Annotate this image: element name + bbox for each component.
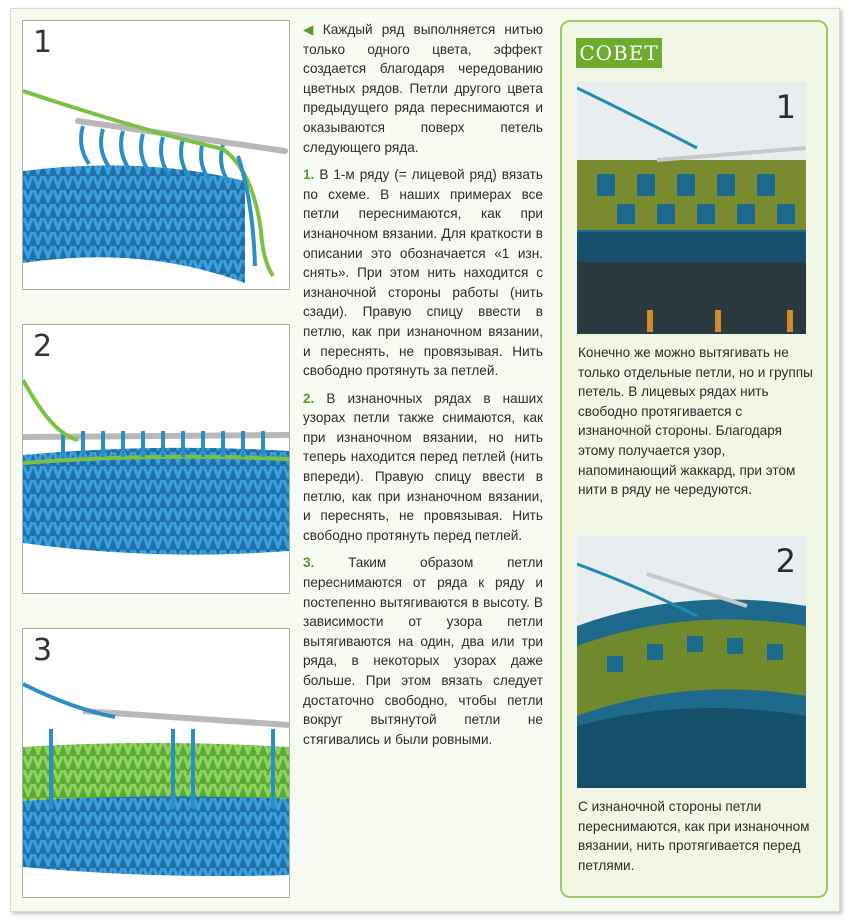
step-marker: 1. bbox=[303, 167, 315, 183]
photo-number: 2 bbox=[775, 542, 796, 580]
diagram-1 bbox=[22, 20, 290, 290]
step-text: В 1-м ряду (= лицевой ряд) вязать по схеме. В наших примерах все петли переснимаются, как при изнаночном вязании. Для краткости в описании это обозначается «1 изн. снять». При этом нить находится с изнаночной стороны работы (нить сзади). Правую спицу ввести в петлю, как при изнаночном вязании, и переснять, не провязывая. Нить свободно протянуть за петлей. bbox=[303, 167, 543, 379]
caption-text: Конечно же можно вытягивать не только отдельные петли, но и группы петель. В лицевых рядах нить свободно протягивается с изнаночной стороны. Благодаря этому получается узор, напоминающий жаккард, при этом нити в ряду не чередуются. bbox=[578, 345, 813, 498]
diagram-number: 3 bbox=[33, 633, 53, 668]
green-yarn bbox=[23, 380, 78, 440]
intro-text: Каждый ряд выполняется нитью только одного цвета, эффект создается благодаря чередованию цветных рядов. Петли другого цвета предыдущего ряда переснимаются и оказываются поверх петель следующего ряда. bbox=[303, 22, 543, 155]
step-marker: 2. bbox=[303, 390, 315, 406]
diagram-number: 2 bbox=[33, 329, 53, 364]
tip-photo-1 bbox=[577, 82, 806, 334]
knitting-illustration bbox=[23, 629, 289, 897]
tip-photo-2 bbox=[577, 536, 806, 788]
diagram-3 bbox=[22, 628, 290, 898]
diagram-2 bbox=[22, 324, 290, 594]
green-fabric bbox=[23, 743, 289, 801]
step-text: В изнаночных рядах в наших узорах петли также снимаются, как при изнаночном вязании, но нить теперь находится перед петлей (нить впереди). Правую спицу ввести в петлю, как при изнаночном вязании, и переснять, не провязывая. Нить свободно протянуть перед петлей. bbox=[303, 390, 543, 543]
blue-fabric bbox=[23, 448, 289, 555]
tip-label: СОВЕТ bbox=[576, 38, 662, 68]
knitted-swatch-photo bbox=[577, 536, 806, 788]
diagram-number: 1 bbox=[33, 25, 53, 60]
tip-caption-2 bbox=[578, 797, 814, 875]
knitting-illustration bbox=[23, 21, 289, 289]
tip-caption-1 bbox=[578, 343, 814, 500]
blue-yarn bbox=[23, 684, 115, 717]
intro-paragraph bbox=[303, 20, 543, 157]
photo-number: 1 bbox=[775, 88, 796, 126]
step-2-paragraph bbox=[303, 389, 543, 546]
instructions-text bbox=[303, 20, 543, 757]
blue-fabric bbox=[23, 794, 289, 876]
step-text: Таким образом петли переснимаются от ряда к ряду и постепенно вытягиваются в высоту. В зависимости от узора петли вытягиваются на один, два или три ряда, в некоторых узорах даже больше. При этом вязать следует достаточно свободно, чтобы петли вокруг вытянутой петли не стягивались и были ровными. bbox=[303, 555, 543, 747]
step-marker: 3. bbox=[303, 555, 315, 571]
knitting-illustration bbox=[23, 325, 289, 593]
caption-text: С изнаночной стороны петли переснимаются, как при изнаночном вязании, нить протягивается перед петлями. bbox=[578, 799, 810, 873]
blue-fabric bbox=[23, 165, 245, 283]
knitted-swatch-photo bbox=[577, 82, 806, 334]
step-3-paragraph bbox=[303, 553, 543, 749]
triangle-left-icon: ◀ bbox=[303, 22, 319, 37]
step-1-paragraph bbox=[303, 165, 543, 381]
